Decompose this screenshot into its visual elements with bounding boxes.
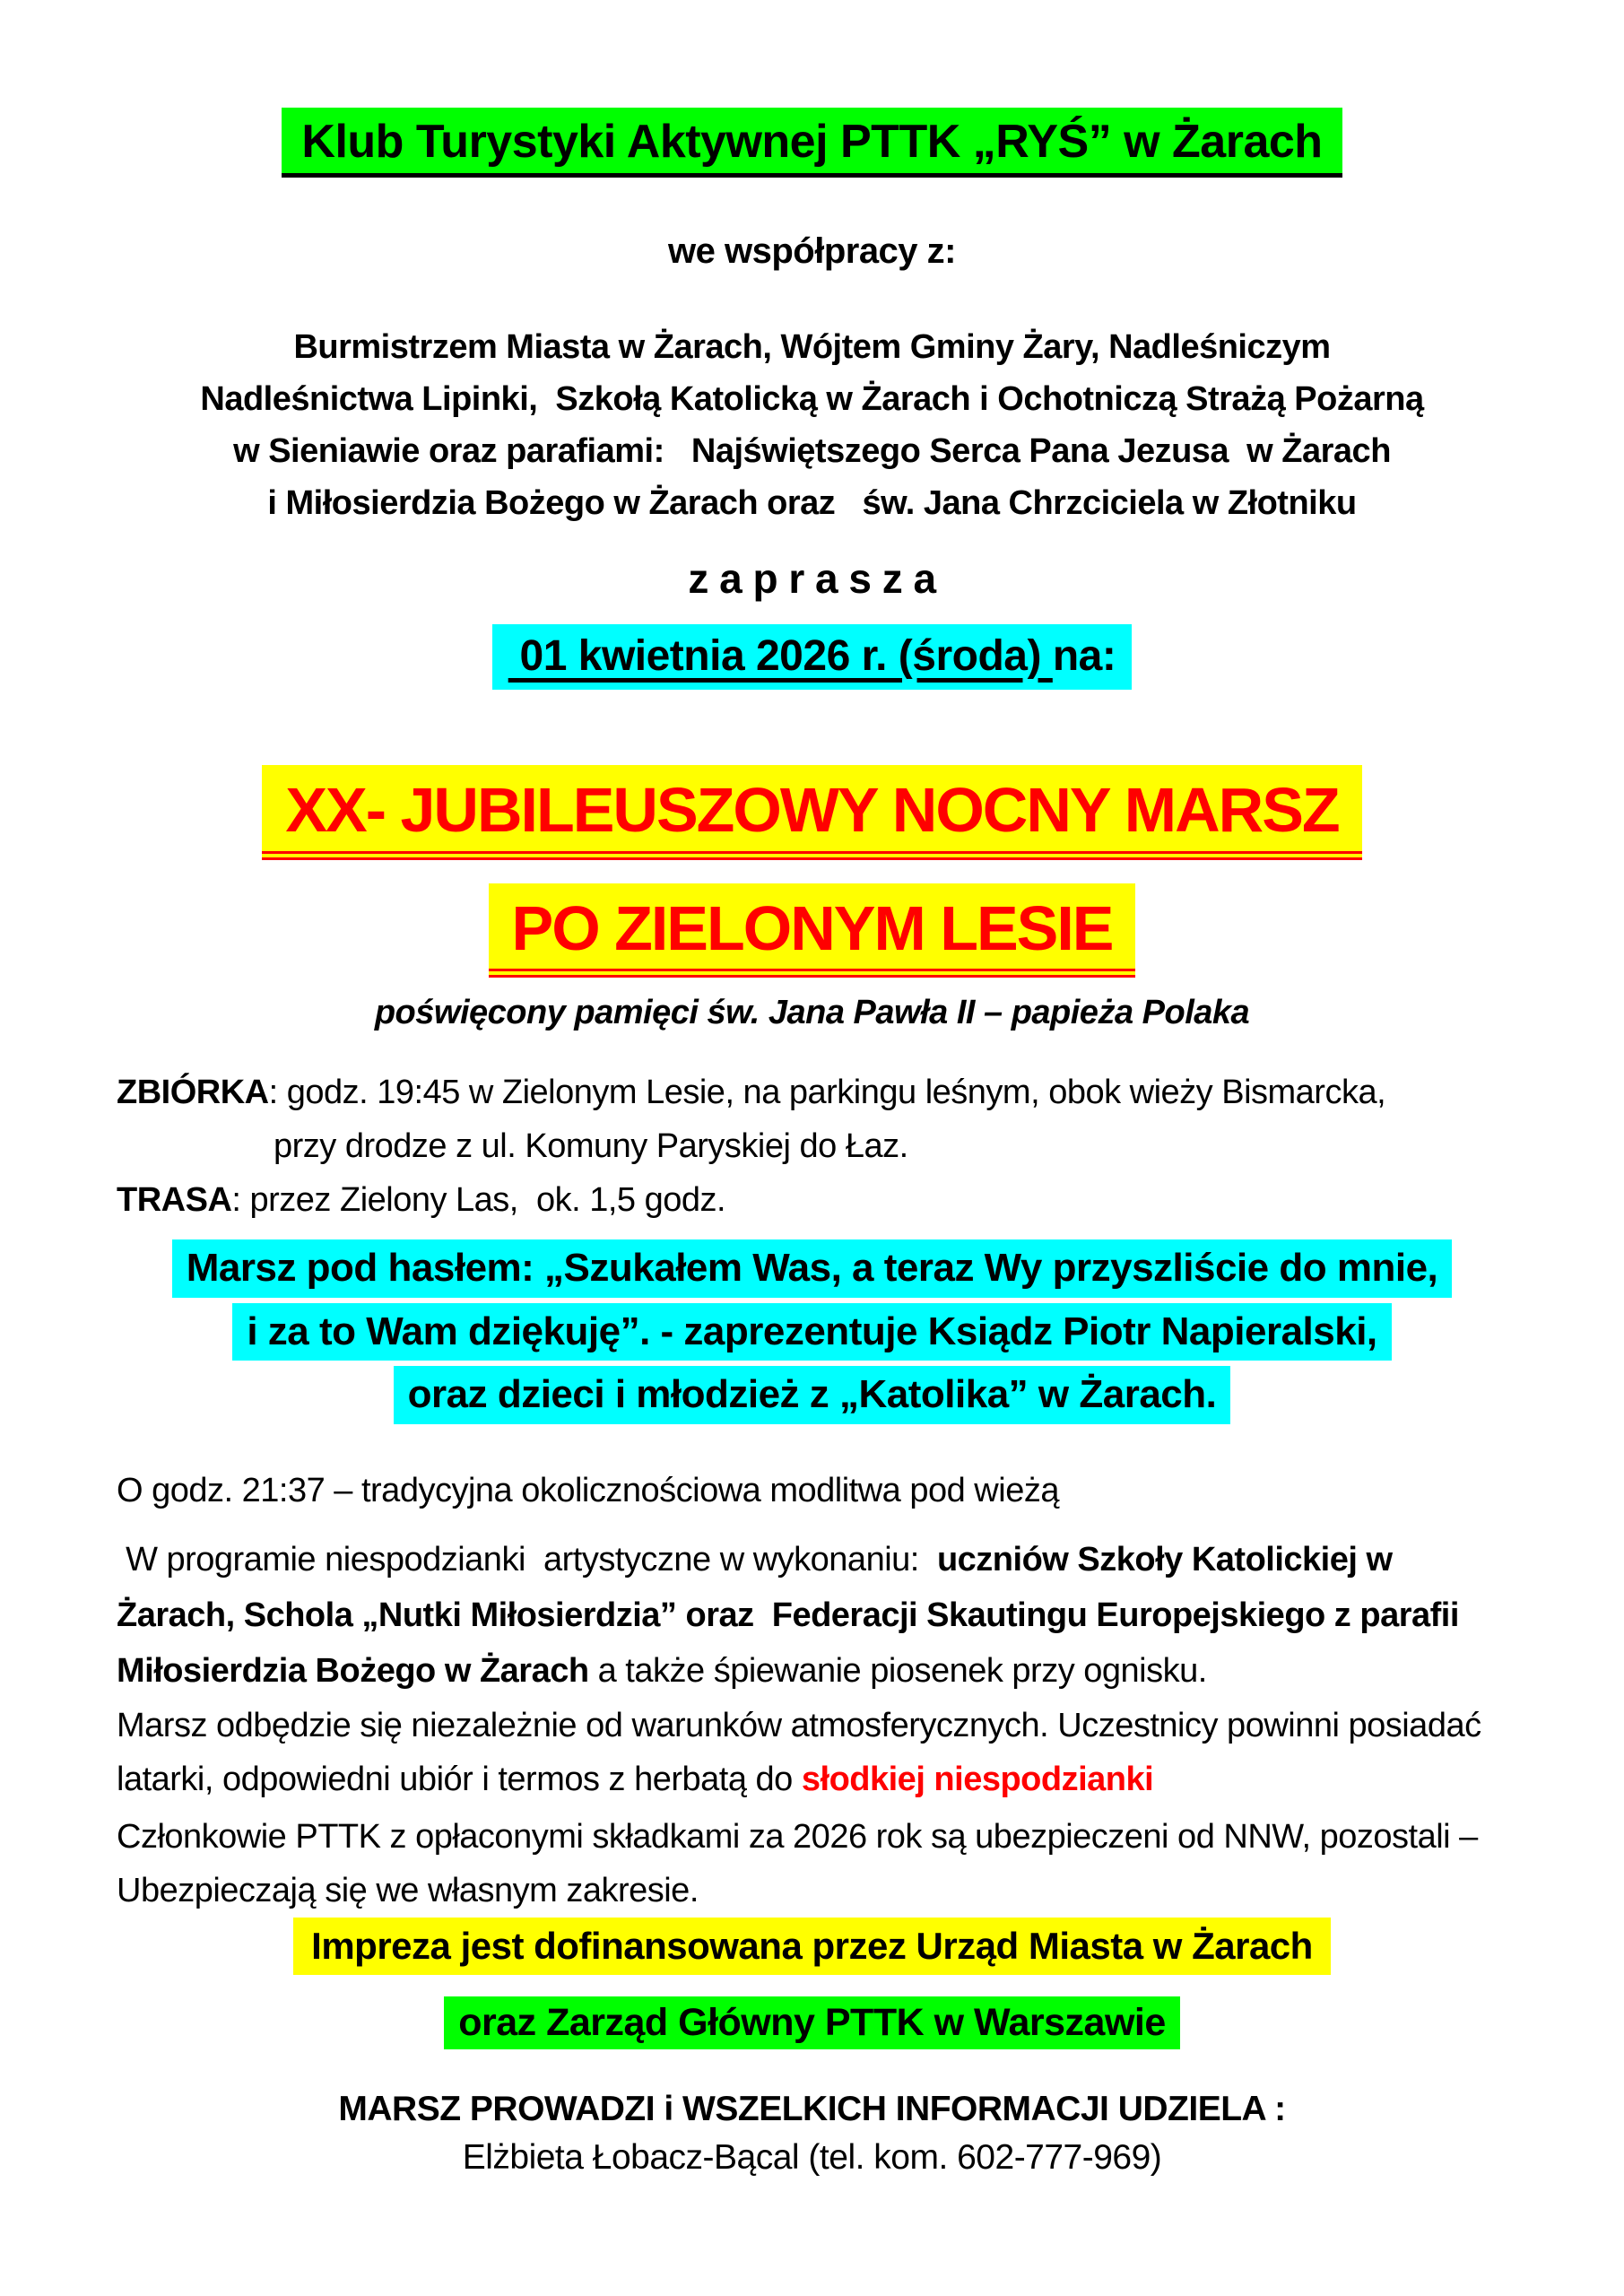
motto-block bbox=[117, 1239, 1507, 1424]
route-line bbox=[117, 1173, 1507, 1227]
funding-city-text: Impreza jest dofinansowana przez Urząd Miasta w Żarach bbox=[293, 1918, 1331, 1975]
cooperation-intro: we współpracy z: bbox=[668, 231, 956, 272]
partners-line: w Sieniawie oraz parafiami: Najświętszego Serca Pana Jezusa w Żarach bbox=[233, 432, 1391, 471]
page-title-text: Klub Turystyki Aktywnej PTTK „RYŚ” w Żarach bbox=[282, 108, 1342, 178]
weather-text: Marsz odbędzie się niezależnie od warunków atmosferycznych. Uczestnicy powinni posiadać latarki, odpowiedni ubiór i termos z herbatą do bbox=[117, 1706, 1490, 1798]
contact-heading: MARSZ PROWADZI i WSZELKICH INFORMACJI UDZIELA : bbox=[338, 2090, 1286, 2129]
event-date-underlined: 01 kwietnia 2026 r. (środa) bbox=[508, 632, 1053, 681]
partners-line: i Miłosierdzia Bożego w Żarach oraz św. Jana Chrzciciela w Złotniku bbox=[267, 484, 1357, 523]
program-text-2: a także śpiewanie piosenek przy ognisku. bbox=[588, 1651, 1207, 1690]
headline-line-2 bbox=[117, 883, 1507, 978]
assembly-text-2: przy drodze z ul. Komuny Paryskiej do Łaz. bbox=[274, 1127, 908, 1166]
insurance-paragraph: Członkowie PTTK z opłaconymi składkami za 2026 rok są ubezpieczeni od NNW, pozostali – Ubezpieczają się we własnym zakresie. bbox=[117, 1817, 1487, 1909]
invitation-word: z a p r a s z a bbox=[688, 555, 936, 603]
prayer-time-line: O godz. 21:37 – tradycyjna okolicznościowa modlitwa pod wieżą bbox=[117, 1471, 1059, 1509]
route-text: : przez Zielony Las, ok. 1,5 godz. bbox=[231, 1181, 726, 1220]
program-paragraph bbox=[117, 1532, 1507, 1699]
assembly-line-2 bbox=[117, 1119, 1507, 1173]
headline-line-2-text: PO ZIELONYM LESIE bbox=[489, 883, 1136, 978]
partners-line: Nadleśnictwa Lipinki, Szkołą Katolicką w Żarach i Ochotniczą Strażą Pożarną bbox=[200, 380, 1424, 419]
assembly-text: : godz. 19:45 w Zielonym Lesie, na parkingu leśnym, obok wieży Bismarcka, bbox=[268, 1074, 1386, 1112]
page-title bbox=[117, 108, 1507, 178]
event-date-line bbox=[117, 624, 1507, 690]
funding-city-banner bbox=[117, 1918, 1507, 1975]
contact-person: Elżbieta Łobacz-Bącal (tel. kom. 602-777-969) bbox=[462, 2138, 1162, 2178]
assembly-label: ZBIÓRKA bbox=[117, 1074, 269, 1112]
motto-line-2-text: i za to Wam dziękuję”. - zaprezentuje Ksiądz Piotr Napieralski, bbox=[232, 1303, 1391, 1361]
partners-line: Burmistrzem Miasta w Żarach, Wójtem Gminy Żary, Nadleśniczym bbox=[293, 328, 1331, 367]
event-details bbox=[117, 1065, 1507, 1227]
headline-line-1 bbox=[117, 765, 1507, 860]
motto-line-2 bbox=[117, 1303, 1507, 1361]
weather-paragraph bbox=[117, 1699, 1507, 1806]
funding-pttk-banner bbox=[117, 1996, 1507, 2049]
program-performers: uczniów Szkoły Katolickiej w Żarach, Schola „Nutki Miłosierdzia” oraz Federacji Skautingu Europejskiego z parafii Miłosierdzia Bożego w Żarach bbox=[117, 1540, 1468, 1690]
event-date-rest: na: bbox=[1052, 632, 1116, 681]
warning-text: słodkiej niespodzianki bbox=[801, 1760, 1154, 1798]
partners-block bbox=[117, 321, 1507, 529]
assembly-line bbox=[117, 1065, 1507, 1119]
route-label: TRASA bbox=[117, 1181, 232, 1220]
motto-line-3-text: oraz dzieci i młodzież z „Katolika” w Żarach. bbox=[394, 1366, 1231, 1424]
funding-pttk-text: oraz Zarząd Główny PTTK w Warszawie bbox=[444, 1996, 1180, 2049]
event-date-banner bbox=[492, 624, 1133, 690]
headline-line-1-text: XX- JUBILEUSZOWY NOCNY MARSZ bbox=[262, 765, 1361, 860]
motto-line-1-text: Marsz pod hasłem: „Szukałem Was, a teraz Wy przyszliście do mnie, bbox=[172, 1239, 1453, 1298]
motto-line-3 bbox=[117, 1366, 1507, 1424]
dedication-line: poświęcony pamięci św. Jana Pawła II – papieża Polaka bbox=[374, 994, 1250, 1032]
motto-line-1 bbox=[117, 1239, 1507, 1298]
program-text-1: W programie niespodzianki artystyczne w wykonaniu: bbox=[117, 1540, 937, 1578]
